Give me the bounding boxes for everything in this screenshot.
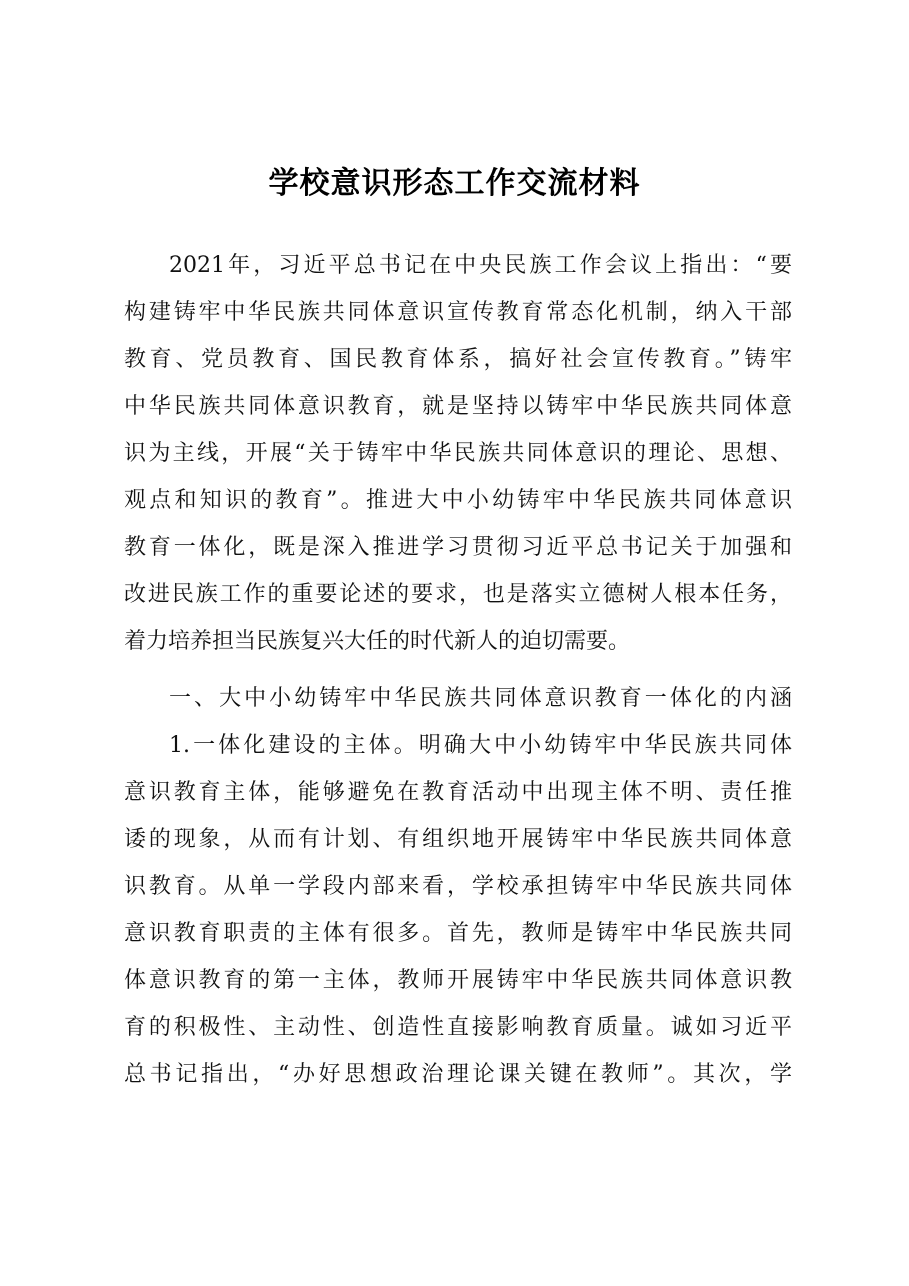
paragraph-line: 识教育。从单一学段内部来看，学校承担铸牢中华民族共同体 <box>124 874 792 899</box>
paragraph-line: 育的积极性、主动性、创造性直接影响教育质量。诚如习近平 <box>124 1015 792 1040</box>
paragraph-line: 教育一体化，既是深入推进学习贯彻习近平总书记关于加强和 <box>124 535 792 560</box>
paragraph-line: 总书记指出，“办好思想政治理论课关键在教师”。其次，学 <box>124 1062 792 1087</box>
document-title: 学校意识形态工作交流材料 <box>268 166 641 201</box>
paragraph-line: 着力培养担当民族复兴大任的时代新人的迫切需要。 <box>124 629 631 654</box>
paragraph-line: 2021年，习近平总书记在中央民族工作会议上指出：“要 <box>169 253 792 278</box>
paragraph-line: 构建铸牢中华民族共同体意识宣传教育常态化机制，纳入干部 <box>124 300 792 325</box>
paragraph-line: 体意识教育的第一主体，教师开展铸牢中华民族共同体意识教 <box>124 968 792 993</box>
paragraph-line: 诿的现象，从而有计划、有组织地开展铸牢中华民族共同体意 <box>124 827 792 852</box>
paragraph-line: 意识教育职责的主体有很多。首先，教师是铸牢中华民族共同 <box>124 921 792 946</box>
paragraph-line: 中华民族共同体意识教育，就是坚持以铸牢中华民族共同体意 <box>124 394 792 419</box>
paragraph-line: 识为主线，开展“关于铸牢中华民族共同体意识的理论、思想、 <box>124 441 792 466</box>
paragraph-line: 教育、党员教育、国民教育体系，搞好社会宣传教育。”铸牢 <box>124 347 792 372</box>
paragraph-line: 1.一体化建设的主体。明确大中小幼铸牢中华民族共同体 <box>169 733 792 758</box>
paragraph-line: 意识教育主体，能够避免在教育活动中出现主体不明、责任推 <box>124 780 792 805</box>
paragraph-line: 观点和知识的教育”。推进大中小幼铸牢中华民族共同体意识 <box>124 488 792 513</box>
section-heading: 一、大中小幼铸牢中华民族共同体意识教育一体化的内涵 <box>169 686 792 711</box>
paragraph-line: 改进民族工作的重要论述的要求，也是落实立德树人根本任务， <box>124 582 792 607</box>
